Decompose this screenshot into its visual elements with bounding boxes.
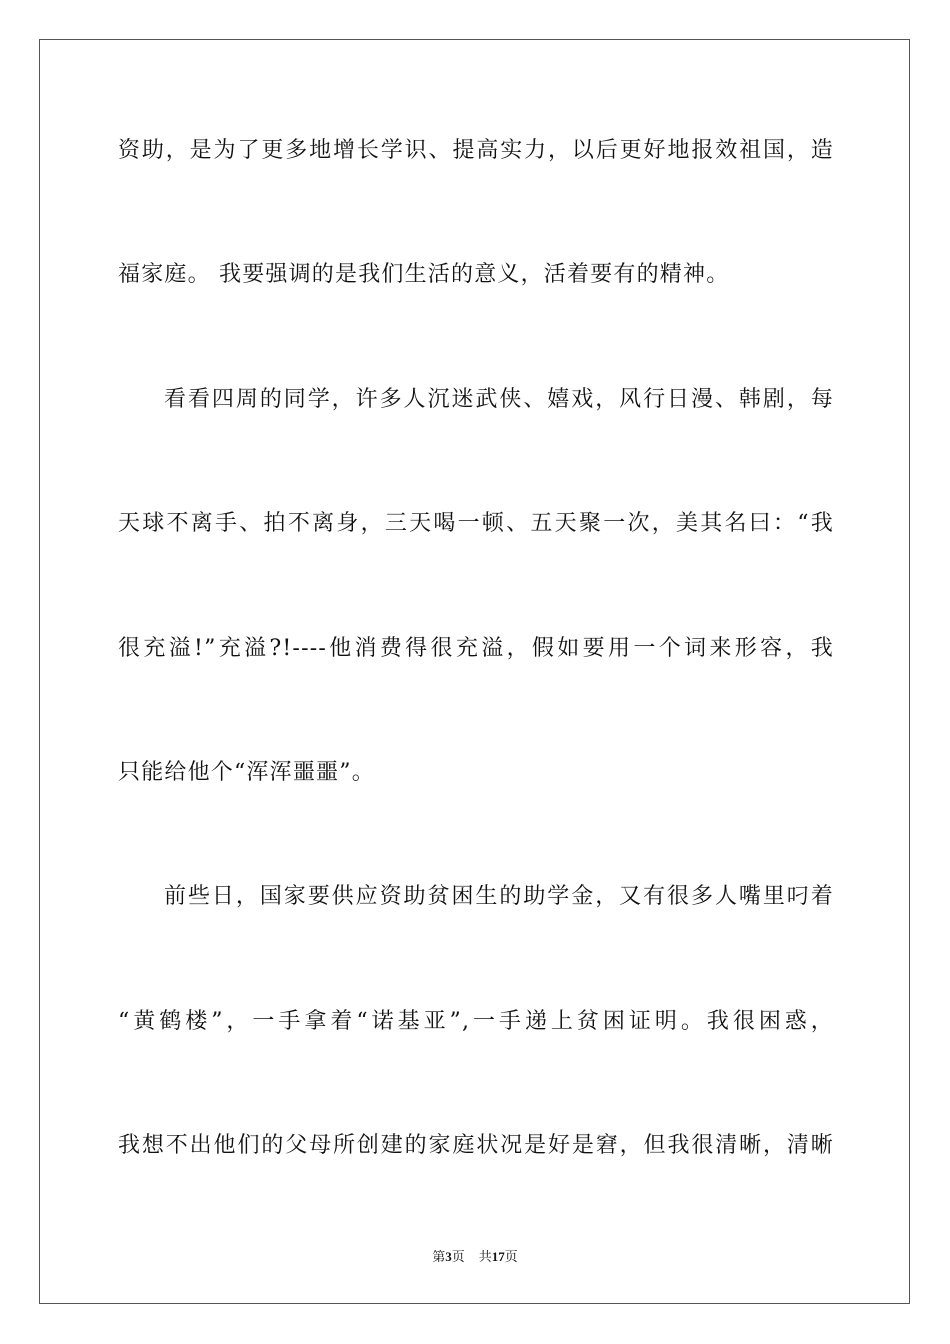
page-prefix: 第 [432, 1249, 446, 1264]
text-line-7: 前些日，国家要供应资助贫困生的助学金，又有很多人嘴里叼着 [164, 884, 834, 909]
text-line-4: 天球不离手、拍不离身，三天喝一顿、五天聚一次，美其名曰：“我 [118, 511, 834, 536]
text-line-6: 只能给他个“浑浑噩噩”。 [118, 760, 375, 785]
total-pages: 17 [491, 1249, 505, 1264]
page-suffix: 页 [451, 1249, 465, 1264]
text-line-8: “黄鹤楼”，一手拿着“诺基亚”,一手递上贫困证明。我很困惑， [118, 1009, 834, 1034]
text-line-5: 很充溢!”充溢?!----他消费得很充溢，假如要用一个词来形容，我 [118, 636, 834, 661]
total-prefix: 共 [478, 1249, 492, 1264]
text-line-2: 福家庭。 我要强调的是我们生活的意义，活着要有的精神。 [118, 262, 730, 287]
page-number: 3 [445, 1249, 452, 1264]
text-line-1: 资助，是为了更多地增长学识、提高实力，以后更好地报效祖国，造 [118, 138, 834, 163]
text-line-9: 我想不出他们的父母所创建的家庭状况是好是窘，但我很清晰，清晰 [118, 1133, 834, 1158]
text-line-3: 看看四周的同学，许多人沉迷武侠、嬉戏，风行日漫、韩剧，每 [164, 387, 834, 412]
page-border [39, 39, 910, 1304]
total-suffix: 页 [504, 1249, 518, 1264]
page-footer [0, 1246, 950, 1265]
